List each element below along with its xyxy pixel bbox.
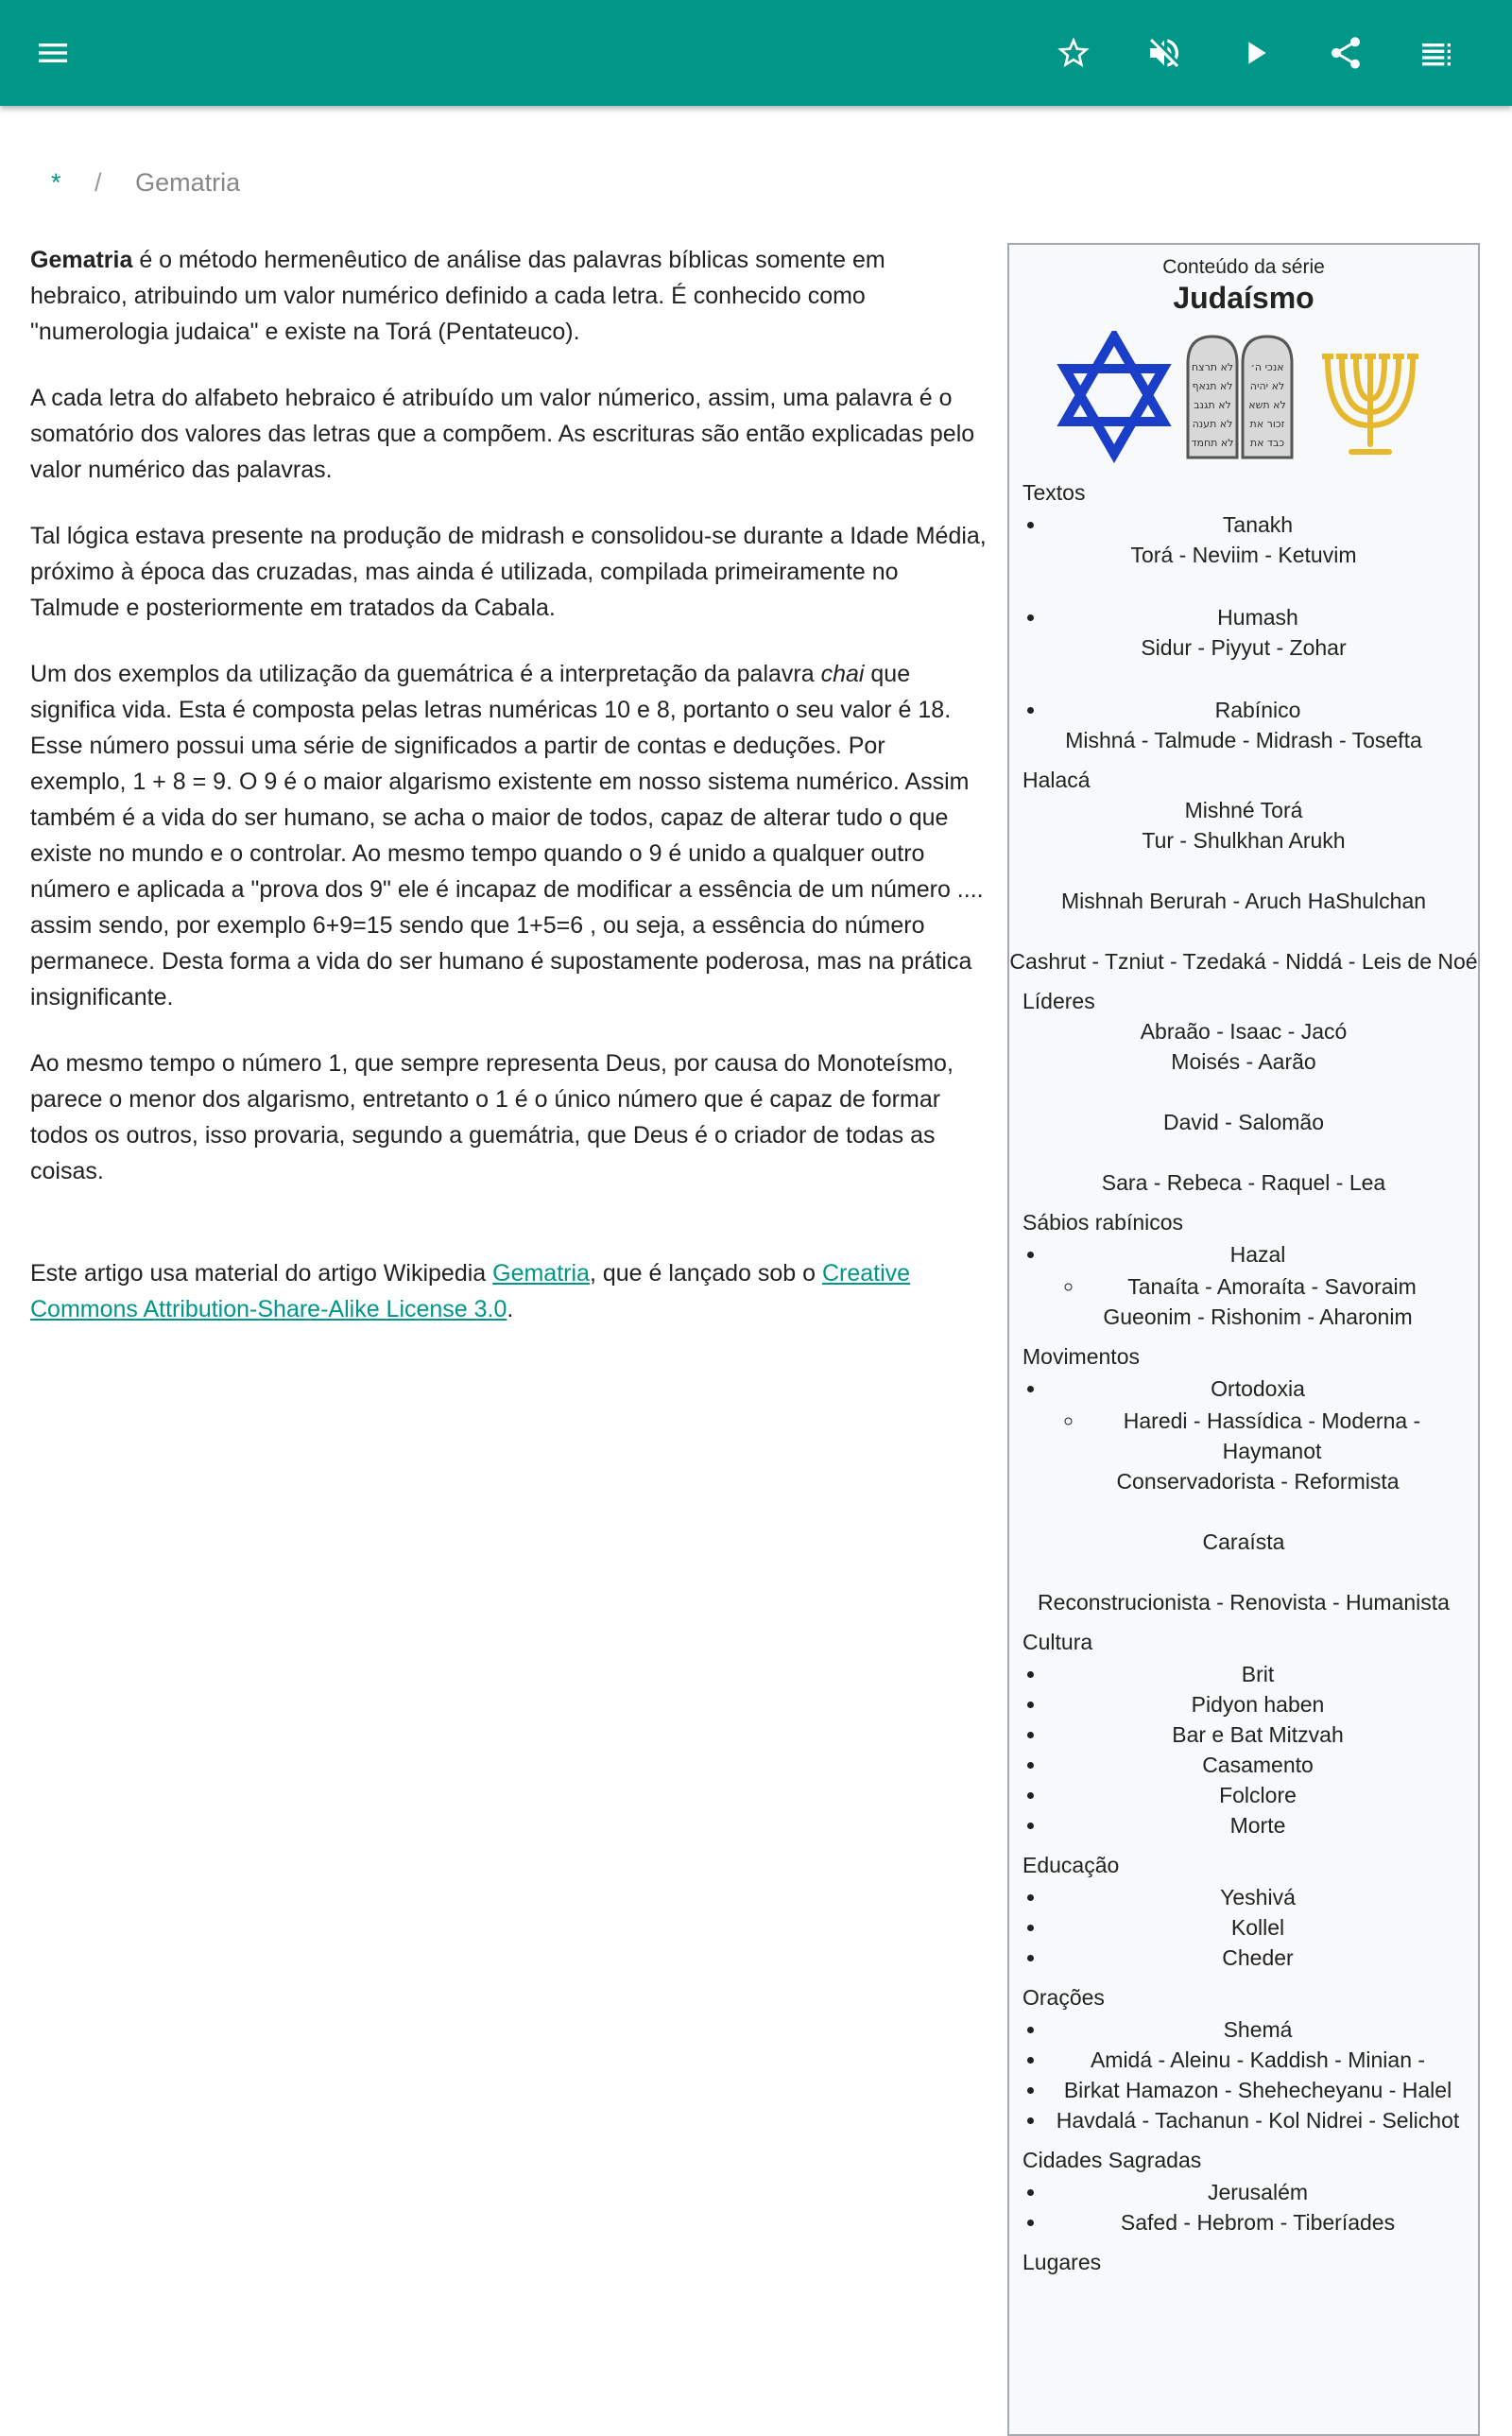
term-bold: Gematria xyxy=(30,247,133,273)
rabinico-link[interactable]: Rabínico xyxy=(1214,698,1301,722)
list-item xyxy=(1047,510,1478,540)
share-icon xyxy=(1327,34,1365,72)
textos-list-2 xyxy=(1009,602,1478,632)
list-item: ◦ Tanaíta - Amoraíta - Savoraim xyxy=(1085,1271,1469,1302)
star-outline-icon xyxy=(1055,34,1092,72)
caraista-line: Caraísta xyxy=(1202,1529,1285,1554)
section-lideres-title: Líderes xyxy=(1022,989,1095,1013)
breadcrumb xyxy=(51,168,240,198)
halaca-line-3: Mishnah Berurah - Aruch HaShulchan xyxy=(1060,889,1427,913)
series-infobox xyxy=(1007,243,1480,2436)
section-oracoes-title: Orações xyxy=(1022,1985,1105,2010)
halaca-line-4: Cashrut - Tzniut - Tzedaká - Niddá - Leis de Noé xyxy=(1009,949,1478,974)
textos-list-3 xyxy=(1009,695,1478,725)
list-item[interactable]: • Havdalá - Tachanun - Kol Nidrei - Selichot xyxy=(1047,2105,1478,2135)
play-button[interactable] xyxy=(1225,23,1285,83)
movimentos-line: Conservadorista - Reformista xyxy=(1116,1469,1400,1494)
halaca-line-1: Mishné Torá xyxy=(1184,798,1303,822)
ten-commandments-tablets-icon xyxy=(1184,331,1297,463)
cidades-list xyxy=(1009,2177,1478,2237)
cultura-list xyxy=(1009,1659,1478,1840)
list-item[interactable]: • Amidá - Aleinu - Kaddish - Minian - xyxy=(1047,2045,1478,2075)
sabios-sublist xyxy=(1047,1271,1469,1302)
list-item[interactable]: • Birkat Hamazon - Shehecheyanu - Halel xyxy=(1047,2075,1478,2105)
paragraph-4 xyxy=(30,656,987,1015)
menorah-icon xyxy=(1309,331,1432,463)
list-item xyxy=(1047,1373,1478,1496)
attribution-text-b: , que é lançado sob o xyxy=(589,1260,822,1287)
paragraph-5: Ao mesmo tempo o número 1, que sempre representa Deus, por causa do Monoteísmo, parece o menor dos algarismo, entretanto o 1 é o único número que é capaz de formar todos os outros, isso provaria, segundo a guemátria, que Deus é o criador de todas as coisas. xyxy=(30,1050,954,1184)
humash-sub: Sidur - Piyyut - Zohar xyxy=(1141,635,1347,660)
section-halaca-title: Halacá xyxy=(1022,768,1091,792)
tablet-inscription-line: לא תגנב xyxy=(1194,399,1231,411)
tablet-inscription-line: לא תנאף xyxy=(1192,380,1233,392)
rabinico-sub: Mishná - Talmude - Midrash - Tosefta xyxy=(1065,728,1422,752)
section-cultura-title: Cultura xyxy=(1022,1630,1093,1654)
paragraph-1 xyxy=(30,242,987,350)
series-title: Judaísmo xyxy=(1173,281,1314,315)
list-item xyxy=(1047,1239,1478,1332)
list-item[interactable]: • Cheder xyxy=(1047,1943,1478,1973)
lideres-line-1: Abraão - Isaac - Jacó xyxy=(1140,1019,1348,1044)
gematria-wikipedia-link[interactable]: Gematria xyxy=(492,1260,590,1287)
list-item[interactable]: • Yeshivá xyxy=(1047,1882,1478,1912)
app-bar xyxy=(0,0,1512,106)
symbols-row xyxy=(1009,326,1478,468)
list-item[interactable]: • Kollel xyxy=(1047,1912,1478,1943)
license-link[interactable]: Creative Commons Attribution-Share-Alike License 3.0 xyxy=(30,1260,911,1322)
list-item[interactable]: • Folclore xyxy=(1047,1780,1478,1810)
list-item[interactable]: • Casamento xyxy=(1047,1750,1478,1780)
section-sabios-title: Sábios rabínicos xyxy=(1022,1210,1184,1235)
tablet-inscription-line: לא תענה xyxy=(1192,418,1233,430)
paragraph-4-text-a: Um dos exemplos da utilização da guemátrica é a interpretação da palavra xyxy=(30,661,821,687)
section-educacao-title: Educação xyxy=(1022,1853,1120,1877)
list-item[interactable]: • Bar e Bat Mitzvah xyxy=(1047,1719,1478,1750)
tablet-inscription-line: אנכי ה׳ xyxy=(1250,361,1284,373)
tanakh-link[interactable]: Tanakh xyxy=(1222,512,1294,537)
tablet-inscription-line: כבד את xyxy=(1249,437,1285,449)
breadcrumb-current: Gematria xyxy=(135,168,241,197)
tablet-inscription-line: לא יהיה xyxy=(1249,380,1285,392)
tanakh-sub: Torá - Neviim - Ketuvim xyxy=(1130,543,1357,567)
attribution-text-a: Este artigo usa material do artigo Wikipedia xyxy=(30,1260,493,1287)
paragraph-2: A cada letra do alfabeto hebraico é atribuído um valor númerico, assim, uma palavra é o somatório dos valores das letras que a compõem. As escrituras são então explicadas pelo valor numérico das palavras. xyxy=(30,385,975,483)
hamburger-icon xyxy=(34,34,72,72)
section-lugares-title: Lugares xyxy=(1022,2250,1102,2274)
oracoes-list xyxy=(1009,2014,1478,2135)
list-item xyxy=(1047,695,1478,725)
reconstrucionista-line: Reconstrucionista - Renovista - Humanista xyxy=(1038,1590,1450,1615)
list-item[interactable]: • Shemá xyxy=(1047,2014,1478,2045)
contents-button[interactable] xyxy=(1406,23,1467,83)
volume-off-icon xyxy=(1145,34,1183,72)
hazal-link[interactable]: Hazal xyxy=(1229,1242,1286,1267)
tablet-inscription-line: לא תחמד xyxy=(1191,437,1234,449)
list-item[interactable]: • Pidyon haben xyxy=(1047,1689,1478,1719)
humash-link[interactable]: Humash xyxy=(1217,605,1298,630)
breadcrumb-separator: / xyxy=(94,168,102,197)
textos-list xyxy=(1009,510,1478,540)
paragraph-4-text-b: que significa vida. Esta é composta pelas letras numéricas 10 e 8, portanto o seu valor é 18. Esse número possui uma série de significados a partir de contas e deduções. Por exemplo, 1 + 8 = 9. O 9 é o maior algarismo existente em nosso sistema numérico. Assim também é a vida do ser humano, se acha o maior de todos, capaz de alterar tudo o que existe no mundo e o controlar. Ao mesmo tempo quando o 9 é unido a qualquer outro número e aplicada a "prova dos 9" ele é incapaz de modificar a essência de um número .... assim sendo, por exemplo 6+9=15 sendo que 1+5=6 , ou seja, a essência do número permanece. Desta forma a vida do ser humano é supostamente poderosa, mas na prática insignificante. xyxy=(30,661,984,1011)
attribution xyxy=(30,1255,987,1327)
sabios-line: Gueonim - Rishonim - Aharonim xyxy=(1103,1304,1413,1329)
breadcrumb-home-link[interactable]: * xyxy=(51,168,61,197)
sabios-list xyxy=(1009,1239,1478,1332)
paragraph-4-italic: chai xyxy=(820,661,865,687)
star-of-david-icon xyxy=(1056,331,1173,463)
series-label: Conteúdo da série xyxy=(1162,256,1325,278)
list-item[interactable]: • Brit xyxy=(1047,1659,1478,1689)
movimentos-sublist xyxy=(1047,1406,1469,1466)
ortodoxia-link[interactable]: Ortodoxia xyxy=(1211,1376,1305,1401)
list-item[interactable]: • Safed - Hebrom - Tiberíades xyxy=(1047,2207,1478,2237)
paragraph-3: Tal lógica estava presente na produção de midrash e consolidou-se durante a Idade Média, próximo à época das cruzadas, mas ainda é utilizada, compilada primeiramente no Talmude e posteriormente em tratados da Cabala. xyxy=(30,523,987,621)
educacao-list xyxy=(1009,1882,1478,1973)
list-item[interactable]: • Jerusalém xyxy=(1047,2177,1478,2207)
tablet-inscription-line: לא תשא xyxy=(1248,399,1286,411)
share-button[interactable] xyxy=(1315,23,1376,83)
lideres-line-3: David - Salomão xyxy=(1162,1110,1325,1134)
movimentos-list xyxy=(1009,1373,1478,1496)
paragraph-1-text: é o método hermenêutico de análise das palavras bíblicas somente em hebraico, atribuindo um valor numérico definido a cada letra. É conhecido como "numerologia judaica" e existe na Torá (Pentateuco). xyxy=(30,247,885,345)
list-item[interactable]: • Morte xyxy=(1047,1810,1478,1840)
article-body xyxy=(30,242,987,1357)
favorite-button[interactable] xyxy=(1043,23,1104,83)
section-textos-title: Textos xyxy=(1022,480,1086,505)
section-movimentos-title: Movimentos xyxy=(1022,1344,1140,1369)
play-icon xyxy=(1236,34,1274,72)
list-item: ◦ Haredi - Hassídica - Moderna - Haymanot xyxy=(1085,1406,1469,1466)
lideres-line-4: Sara - Rebeca - Raquel - Lea xyxy=(1101,1170,1386,1195)
halaca-line-2: Tur - Shulkhan Arukh xyxy=(1142,828,1346,853)
section-cidades-title: Cidades Sagradas xyxy=(1022,2148,1202,2172)
tablet-inscription-line: זכור את xyxy=(1249,418,1285,430)
list-icon xyxy=(1418,34,1455,72)
tablet-inscription-line: לא תרצח xyxy=(1191,361,1234,373)
menu-button[interactable] xyxy=(23,23,83,83)
attribution-text-c: . xyxy=(507,1296,514,1322)
list-item xyxy=(1047,602,1478,632)
mute-button[interactable] xyxy=(1134,23,1194,83)
lideres-line-2: Moisés - Aarão xyxy=(1171,1049,1316,1074)
